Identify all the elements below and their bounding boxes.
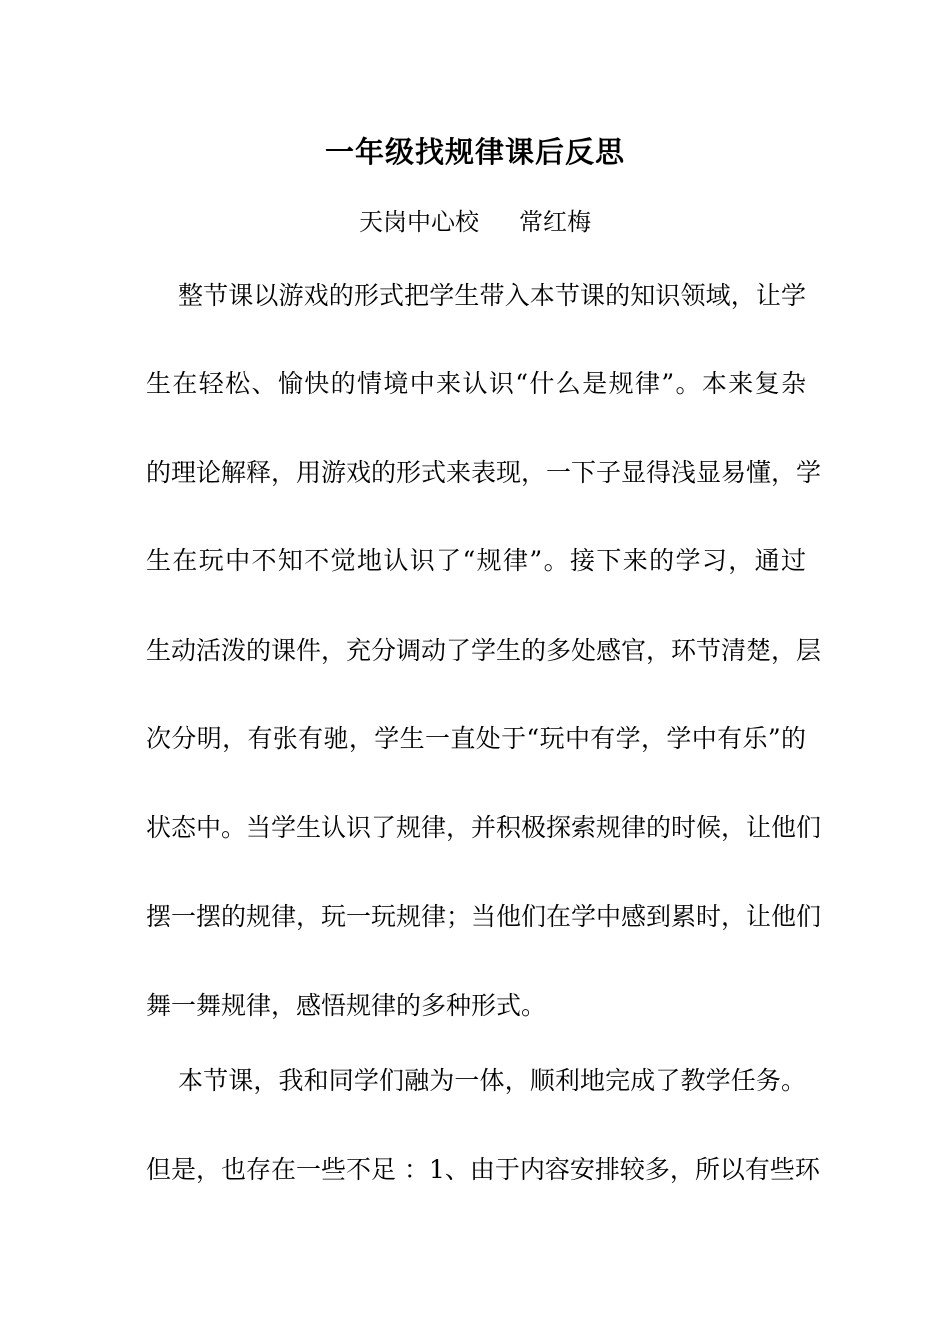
school-name: 天岗中心校 <box>359 208 479 236</box>
paragraph-1-line-2: 生在轻松、愉快的情境中来认识“什么是规律”。本来复杂 <box>146 369 806 398</box>
paragraph-1-line-5: 生动活泼的课件，充分调动了学生的多处感官，环节清楚，层 <box>146 636 822 665</box>
paragraph-1-line-6: 次分明，有张有驰，学生一直处于“玩中有学，学中有乐”的 <box>146 724 806 753</box>
byline <box>0 204 950 240</box>
paragraph-1-line-7: 状态中。当学生认识了规律，并积极探索规律的时候，让他们 <box>146 813 822 842</box>
paragraph-1-line-9: 舞一舞规律，感悟规律的多种形式。 <box>146 991 547 1020</box>
paragraph-1-line-8: 摆一摆的规律，玩一玩规律；当他们在学中感到累时，让他们 <box>146 902 822 931</box>
paragraph-1-line-1: 整节课以游戏的形式把学生带入本节课的知识领域，让学 <box>178 281 806 310</box>
paragraph-2-line-2: 但是，也存在一些不足 ：1、由于内容安排较多，所以有些环 <box>146 1155 820 1184</box>
document-title: 一年级找规律课后反思 <box>324 135 625 169</box>
author-name: 常红梅 <box>519 208 591 236</box>
paragraph-1-line-4: 生在玩中不知不觉地认识了“规律”。接下来的学习，通过 <box>146 546 806 575</box>
paragraph-2-line-1: 本节课，我和同学们融为一体，顺利地完成了教学任务。 <box>178 1066 806 1095</box>
paragraph-1-line-3: 的理论解释，用游戏的形式来表现，一下子显得浅显易懂，学 <box>146 458 822 487</box>
